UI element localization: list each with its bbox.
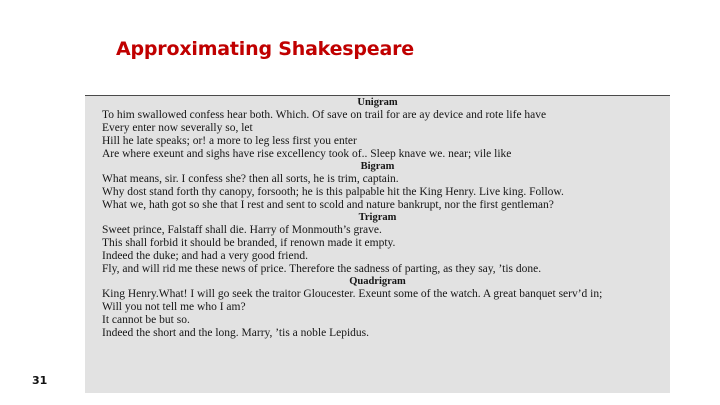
generated-line: Why dost stand forth thy canopy, forsooth; he is this palpable hit the King Henry. Live king. Follow. [102,186,564,198]
slide-title: Approximating Shakespeare [116,38,414,60]
page-number: 31 [32,374,48,387]
generated-line: Indeed the duke; and had a very good friend. [102,250,308,262]
section-heading: Quadrigram [349,276,406,287]
bigram-section [85,161,670,212]
generated-line: This shall forbid it should be branded, if renown made it empty. [102,237,396,249]
generated-line: What means, sir. I confess she? then all sorts, he is trim, captain. [102,173,399,185]
ngram-excerpt-panel [85,95,670,393]
generated-line: It cannot be but so. [102,314,190,326]
unigram-section [85,97,670,161]
generated-line: Sweet prince, Falstaff shall die. Harry of Monmouth’s grave. [102,224,382,236]
trigram-section [85,212,670,276]
generated-line: Indeed the short and the long. Marry, ’tis a noble Lepidus. [102,327,369,339]
generated-line: Hill he late speaks; or! a more to leg less first you enter [102,135,357,147]
generated-line: Will you not tell me who I am? [102,301,246,313]
generated-line: King Henry.What! I will go seek the traitor Gloucester. Exeunt some of the watch. A great banquet serv’d in; [102,288,603,300]
section-heading: Trigram [358,212,397,223]
generated-line: Are where exeunt and sighs have rise excellency took of.. Sleep knave we. near; vile like [102,148,512,160]
generated-line: Every enter now severally so, let [102,122,253,134]
generated-line: To him swallowed confess hear both. Which. Of save on trail for are ay device and rote life have [102,109,547,121]
section-heading: Bigram [360,161,395,172]
generated-line: Fly, and will rid me these news of price. Therefore the sadness of parting, as they say, ’tis done. [102,263,542,275]
quadrigram-section [85,276,670,340]
generated-line: What we, hath got so she that I rest and sent to scold and nature bankrupt, nor the first gentleman? [102,199,554,211]
section-heading: Unigram [357,97,398,108]
